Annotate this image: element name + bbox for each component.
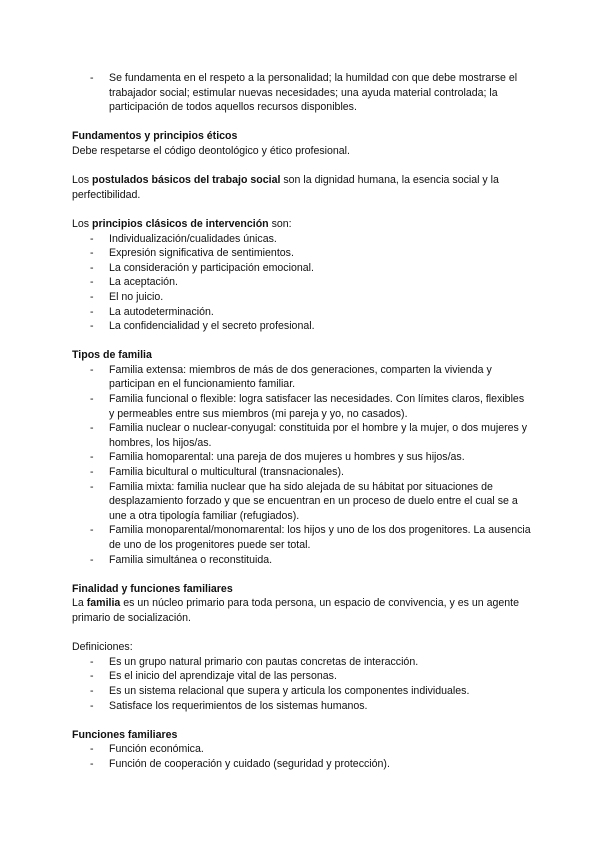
list-item <box>72 655 532 670</box>
list-item <box>72 246 532 261</box>
list-item <box>72 669 532 684</box>
finalidad-bold: familia <box>86 597 121 610</box>
list-item <box>72 421 532 450</box>
section-heading-fundamentos: Fundamentos y principios éticos <box>72 130 238 143</box>
fundamentos-text: Debe respetarse el código deontológico y ético profesional. <box>72 144 350 157</box>
dash-bullet: - <box>90 261 94 274</box>
dash-bullet: - <box>90 290 94 303</box>
dash-bullet: - <box>90 684 94 697</box>
tipos-section <box>72 348 532 567</box>
list-item-text: Familia bicultural o multicultural (transnacionales). <box>109 466 344 479</box>
finalidad-pre: La <box>72 597 87 610</box>
fundamentos-section <box>72 129 532 158</box>
list-item <box>72 465 532 480</box>
section-heading-tipos: Tipos de familia <box>72 349 152 362</box>
list-item <box>72 275 532 290</box>
list-item-text: La aceptación. <box>109 276 178 289</box>
list-item-text: Es un grupo natural primario con pautas concretas de interacción. <box>109 655 419 668</box>
finalidad-paragraph <box>72 596 532 625</box>
dash-bullet: - <box>90 699 94 712</box>
principios-pre: Los <box>72 217 93 230</box>
list-item-text: Es un sistema relacional que supera y articula los componentes individuales. <box>109 684 470 697</box>
finalidad-section <box>72 582 532 626</box>
postulados-post: son la dignidad humana, la esencia social y la perfectibilidad. <box>72 174 499 201</box>
list-item-text: Satisface los requerimientos de los sistemas humanos. <box>109 699 368 712</box>
dash-bullet: - <box>90 670 94 683</box>
intro-section <box>72 71 532 115</box>
dash-bullet: - <box>90 422 94 435</box>
tipos-list <box>72 363 532 567</box>
dash-bullet: - <box>90 72 94 84</box>
section-heading-funciones: Funciones familiares <box>72 728 178 741</box>
postulados-paragraph <box>72 173 532 202</box>
list-item-text: Familia homoparental: una pareja de dos mujeres u hombres y sus hijos/as. <box>109 451 465 464</box>
dash-bullet: - <box>90 655 94 668</box>
definiciones-label: Definiciones: <box>72 641 133 654</box>
list-item-text: Individualización/cualidades únicas. <box>109 232 277 245</box>
list-item <box>72 290 532 305</box>
list-item <box>72 450 532 465</box>
postulados-pre: Los <box>72 174 93 187</box>
list-item-text: Familia mixta: familia nuclear que ha sido alejada de su hábitat por situaciones de desplazamiento forzado y que se encuentran en un proceso de duelo entre el cual se a une a otra tipología familiar (refugiados). <box>109 480 518 522</box>
list-item <box>72 757 532 772</box>
dash-bullet: - <box>90 524 94 537</box>
list-item <box>72 319 532 334</box>
definiciones-list <box>72 655 532 713</box>
funciones-section <box>72 728 532 772</box>
dash-bullet: - <box>90 553 94 566</box>
dash-bullet: - <box>90 757 94 770</box>
document-content <box>72 71 532 786</box>
dash-bullet: - <box>90 305 94 318</box>
list-item <box>72 553 532 568</box>
list-item <box>72 71 532 115</box>
dash-bullet: - <box>90 466 94 479</box>
postulados-section <box>72 173 532 202</box>
intro-list <box>72 71 532 115</box>
dash-bullet: - <box>90 743 94 756</box>
dash-bullet: - <box>90 247 94 260</box>
list-item-text: Familia monoparental/monomarental: los hijos y uno de los dos progenitores. La ausencia de uno de los progenitores puede ser total. <box>109 524 531 551</box>
dash-bullet: - <box>90 232 94 245</box>
list-item <box>72 363 532 392</box>
dash-bullet: - <box>90 451 94 464</box>
list-item-text: Es el inicio del aprendizaje vital de las personas. <box>109 670 337 683</box>
list-item-text: Se fundamenta en el respeto a la personalidad; la humildad con que debe mostrarse el trabajador social; estimular nuevas necesidades; una ayuda material controlada; la participación de todos aquellos recursos disponibles. <box>109 72 518 114</box>
section-heading-finalidad: Finalidad y funciones familiares <box>72 582 233 595</box>
postulados-bold: postulados básicos del trabajo social <box>92 174 281 187</box>
list-item-text: Expresión significativa de sentimientos. <box>109 247 294 260</box>
list-item-text: La autodeterminación. <box>109 305 214 318</box>
list-item-text: Familia nuclear o nuclear-conyugal: constituida por el hombre y la mujer, o dos mujeres y hombres, los hijos/as. <box>109 422 528 449</box>
list-item <box>72 699 532 714</box>
list-item-text: La confidencialidad y el secreto profesional. <box>109 320 315 333</box>
principios-post: son: <box>268 217 292 230</box>
list-item <box>72 523 532 552</box>
list-item <box>72 261 532 276</box>
list-item-text: La consideración y participación emocional. <box>109 261 314 274</box>
dash-bullet: - <box>90 320 94 333</box>
dash-bullet: - <box>90 393 94 406</box>
dash-bullet: - <box>90 363 94 376</box>
list-item <box>72 305 532 320</box>
list-item <box>72 480 532 524</box>
list-item-text: El no juicio. <box>109 290 164 303</box>
finalidad-post: es un núcleo primario para toda persona, un espacio de convivencia, y es un agente primario de socialización. <box>72 597 519 624</box>
list-item-text: Familia simultánea o reconstituida. <box>109 553 273 566</box>
list-item-text: Familia extensa: miembros de más de dos generaciones, comparten la vivienda y participan en el funcionamiento familiar. <box>109 363 492 391</box>
definiciones-section <box>72 640 532 713</box>
funciones-list <box>72 742 532 771</box>
list-item <box>72 232 532 247</box>
principios-intro <box>72 217 532 232</box>
list-item <box>72 392 532 421</box>
principios-section <box>72 217 532 334</box>
principios-bold: principios clásicos de intervención <box>92 217 269 230</box>
list-item <box>72 684 532 699</box>
principios-list <box>72 232 532 334</box>
list-item-text: Función económica. <box>109 743 204 756</box>
list-item-text: Función de cooperación y cuidado (seguridad y protección). <box>109 757 390 770</box>
list-item <box>72 742 532 757</box>
dash-bullet: - <box>90 276 94 289</box>
dash-bullet: - <box>90 480 94 493</box>
list-item-text: Familia funcional o flexible: logra satisfacer las necesidades. Con límites claros, flexibles y permeables entre sus miembros (mi pareja y yo, no casados). <box>109 393 525 420</box>
